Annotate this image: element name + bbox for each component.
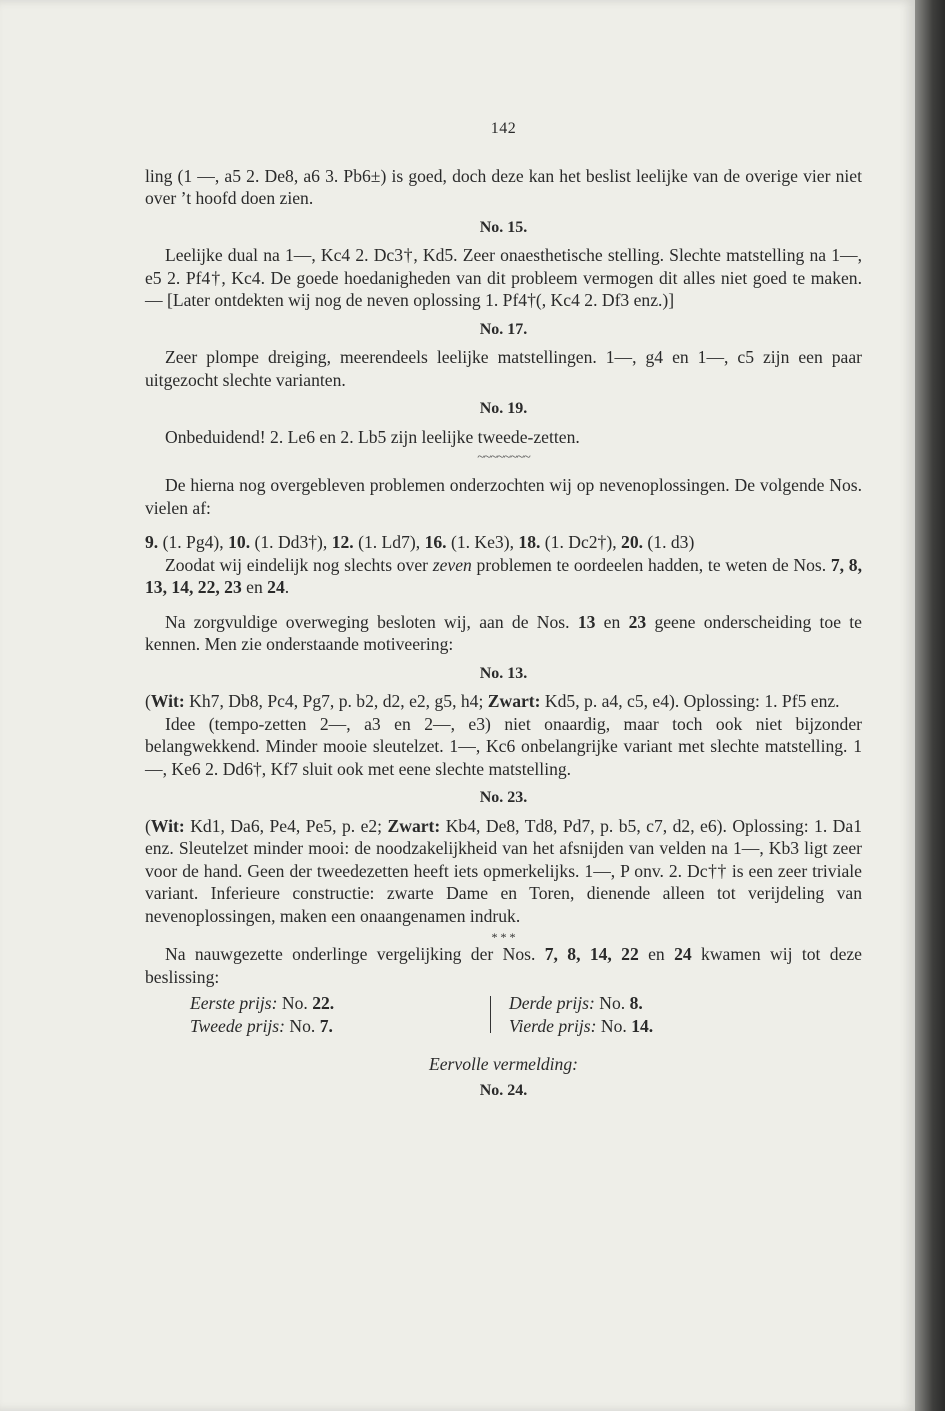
solution-10: (1. Dd3†), xyxy=(250,532,332,552)
paragraph-zoodat: Zoodat wij eindelijk nog slechts over zeven problemen te oordeelen hadden, te weten de Nos. 7, 8, 13, 14, 22, 23 en 24. xyxy=(145,554,862,597)
heading-no-13: No. 13. xyxy=(479,664,528,682)
no-9: 9. xyxy=(145,532,159,552)
prize-third: Derde prijs: No. 8. xyxy=(509,993,643,1013)
prize-divider xyxy=(490,996,491,1033)
page-number: 142 xyxy=(490,120,517,137)
position-no-13: (Wit: Kh7, Db8, Pc4, Pg7, p. b2, d2, e2, g5, h4; Zwart: Kd5, p. a4, c5, e4). Oplossing: 1. Pf5 enz. xyxy=(145,691,840,711)
solution-9: (1. Pg4), xyxy=(158,532,229,552)
prize-list xyxy=(145,992,862,1037)
paragraph-no-17: Zeer plompe dreiging, meerendeels leelijke matstellingen. 1—, g4 en 1—, c5 zijn een paar uitgezocht slechte varianten. xyxy=(145,347,862,390)
prize-second: Tweede prijs: No. 7. xyxy=(190,1015,333,1036)
page-text xyxy=(145,118,862,1102)
paragraph-no-13-idea: Idee (tempo-zetten 2—, a3 en 2—, e3) niet onaardig, maar toch ook niet bijzonder belangwekkend. Minder mooie sleutelzet. 1—, Kc6 onbelangrijke variant met slechte matstelling. 1—, Ke6 2. Dd6†, Kf7 sluit ook met eene slechte matstelling. xyxy=(145,713,862,779)
no-16: 16. xyxy=(424,532,447,552)
heading-no-17: No. 17. xyxy=(479,320,528,338)
no-18: 18. xyxy=(518,532,541,552)
solution-20: (1. d3) xyxy=(643,532,695,552)
heading-no-23: No. 23. xyxy=(479,789,528,806)
paragraph-no-15: Leelijke dual na 1—, Kc4 2. Dc3†, Kd5. Zeer onaesthetische stelling. Slechte matstelling na 1—, e5 2. Pf4†, Kc4. De goede hoedanigheden van dit probleem vermogen dit alles niet goed te maken. — [Later ontdekten wij nog de neven oplossing 1. Pf4†(, Kc4 2. Df3 enz.)] xyxy=(145,245,862,310)
no-20: 20. xyxy=(621,532,644,552)
solution-18: (1. Dc2†), xyxy=(540,532,622,552)
paragraph-no-19: Onbeduidend! 2. Le6 en 2. Lb5 zijn leelijke tweede-zetten. xyxy=(165,426,580,447)
no-12: 12. xyxy=(331,532,354,552)
no-10: 10. xyxy=(228,532,251,552)
honourable-mention-no: No. 24. xyxy=(479,1081,528,1099)
prize-first: Eerste prijs: No. 22. xyxy=(190,993,335,1013)
prize-column-right xyxy=(509,992,854,1037)
solution-16: (1. Ke3), xyxy=(446,532,519,552)
paragraph-no-23: (Wit: Kd1, Da6, Pe4, Pe5, p. e2; Zwart: Kb4, De8, Td8, Pd7, p. b5, c7, d2, e6). Oplossing: 1. Da1 enz. Sleutelzet minder mooi: de noodzakelijkheid van het afsnijden van velden na 1—, Kb3 ligt zeer voor de hand. Geen der tweedezetten heeft iets opmerkelijks. 1—, P onv. 2. Dc†† is een zeer triviale variant. Inferieure constructie: zwarte Dame en Toren, dienende alleen tot verijdeling van nevenoplossingen, maken een onaangenamen indruk. xyxy=(145,815,862,926)
paragraph-eliminated xyxy=(145,531,862,554)
heading-no-15: No. 15. xyxy=(479,218,528,236)
paragraph-continuation: ling (1 —, a5 2. De8, a6 3. Pb6±) is goed, doch deze kan het beslist leelijke van de overige vier niet over ’t hoofd doen zien. xyxy=(145,165,862,208)
emphasis-zeven: zeven xyxy=(432,554,472,575)
honourable-mention-label: Eervolle vermelding: xyxy=(429,1054,578,1074)
heading-no-19: No. 19. xyxy=(479,400,528,417)
prize-fourth: Vierde prijs: No. 14. xyxy=(509,1015,654,1036)
paragraph-no-distinction: Na zorgvuldige overweging besloten wij, aan de Nos. 13 en 23 geene onderscheiding toe te kennen. Men zie onderstaande motiveering: xyxy=(145,611,862,654)
paragraph-remaining: De hierna nog overgebleven problemen onderzochten wij op nevenoplossingen. De volgende Nos. vielen af: xyxy=(145,475,862,518)
squiggle-divider: ~~~~~~~~ xyxy=(477,450,530,465)
prize-column-left xyxy=(145,992,490,1037)
solution-12: (1. Ld7), xyxy=(353,532,425,552)
asterism: * * * xyxy=(491,930,516,944)
page-edge xyxy=(915,0,945,1411)
paragraph-decision: Na nauwgezette onderlinge vergelijking der Nos. 7, 8, 14, 22 en 24 kwamen wij tot deze beslissing: xyxy=(145,944,862,987)
